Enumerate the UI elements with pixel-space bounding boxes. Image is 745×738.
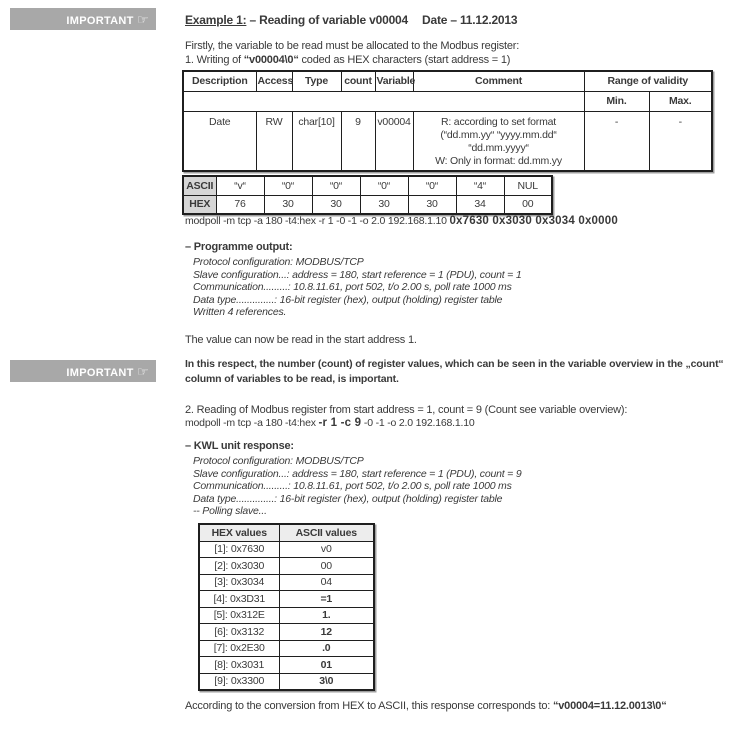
hex-values-header: HEX values — [199, 524, 279, 541]
variable-table-header-row — [183, 71, 712, 91]
col-comment: Comment — [413, 71, 584, 91]
step2-line: 2. Reading of Modbus register from start address = 1, count = 9 (Count see variable overview): — [185, 404, 628, 416]
important-label: IMPORTANT — [66, 367, 134, 379]
cell-max: - — [649, 111, 712, 171]
important-badge — [10, 8, 156, 30]
table-row: [3]: 0x3034 04 — [199, 574, 374, 591]
important-badge-2 — [10, 360, 156, 382]
cell-count: 9 — [341, 111, 375, 171]
programme-output-heading: – Programme output: — [185, 241, 293, 253]
ascii-values-header: ASCII values — [279, 524, 374, 541]
example-heading — [185, 13, 517, 27]
important-note-text: In this respect, the number (count) of register values, which can be seen in the variable overview in the „count“ column of variables to be read, is important. — [185, 358, 724, 385]
intro-line2: 1. Writing of “v00004\0“ coded as HEX characters (start address = 1) — [185, 54, 511, 66]
col-min: Min. — [584, 91, 649, 111]
table-row: [7]: 0x2E30 .0 — [199, 640, 374, 657]
cell-description: Date — [183, 111, 256, 171]
cell-comment: R: according to set format (“dd.mm.yy“ “yyyy.mm.dd“ “dd.mm.yyyy“ W: Only in format: dd.mm.yy — [413, 111, 584, 171]
table-row: [2]: 0x3030 00 — [199, 558, 374, 575]
kwl-response-heading: – KWL unit response: — [185, 440, 294, 452]
variable-table-subheader-row — [183, 91, 712, 111]
col-access: Access — [256, 71, 292, 91]
cell-variable: v00004 — [375, 111, 413, 171]
col-range-of-validity: Range of validity — [584, 71, 712, 91]
cell-min: - — [584, 111, 649, 171]
hex-label: HEX — [183, 195, 216, 214]
table-row: [5]: 0x312E 1. — [199, 607, 374, 624]
col-type: Type — [292, 71, 341, 91]
hex-ascii-header-row — [199, 524, 374, 541]
table-row: [6]: 0x3132 12 — [199, 624, 374, 641]
modpoll-command-1: modpoll -m tcp -a 180 -t4:hex -r 1 -0 -1 -o 2.0 192.168.1.10 0x7630 0x3030 0x3034 0x0000 — [185, 215, 618, 227]
cell-type: char[10] — [292, 111, 341, 171]
empty-subheader-cell — [183, 91, 584, 111]
intro-paragraph — [185, 39, 519, 67]
col-count: count — [341, 71, 375, 91]
table-row: [8]: 0x3031 01 — [199, 657, 374, 674]
heading-date: Date – 11.12.2013 — [422, 13, 518, 27]
table-row: [9]: 0x3300 3\0 — [199, 673, 374, 690]
variable-table-data-row — [183, 111, 712, 171]
col-variable: Variable — [375, 71, 413, 91]
ascii-hex-table — [182, 175, 553, 215]
important-label: IMPORTANT — [66, 15, 134, 27]
conclusion-line: According to the conversion from HEX to ASCII, this response corresponds to: “v00004=11.12.0013\0“ — [185, 700, 667, 712]
ascii-label: ASCII — [183, 176, 216, 195]
modpoll-command-2: modpoll -m tcp -a 180 -t4:hex -r 1 -c 9 -0 -1 -o 2.0 192.168.1.10 — [185, 417, 475, 429]
intro-line1: Firstly, the variable to be read must be allocated to the Modbus register: — [185, 40, 520, 52]
pointing-hand-icon: ☞ — [137, 12, 149, 27]
example-label: Example 1: — [185, 13, 247, 27]
kwl-response-lines: Protocol configuration: MODBUS/TCP Slave configuration...: address = 180, start reference = 1 (PDU), count = 9 Communication.........: 10.8.11.61, port 502, t/o 2.00 s, poll rate 1000 ms Data type..............: 16-bit register (hex), output (holding) register table -- Polling slave... — [193, 455, 522, 518]
variable-table — [182, 70, 713, 172]
programme-output-lines: Protocol configuration: MODBUS/TCP Slave configuration...: address = 180, start reference = 1 (PDU), count = 1 Communication.........: 10.8.11.61, port 502, t/o 2.00 s, poll rate 1000 ms Data type..............: 16-bit register (hex), output (holding) register table Written 4 references. — [193, 256, 522, 319]
table-row: [1]: 0x7630 v0 — [199, 541, 374, 558]
heading-title: – Reading of variable v00004 — [246, 13, 408, 27]
table-row: [4]: 0x3D31 =1 — [199, 591, 374, 608]
cell-access: RW — [256, 111, 292, 171]
col-max: Max. — [649, 91, 712, 111]
ascii-row: ASCII “v“ “0“ “0“ “0“ “0“ “4“ NUL — [183, 176, 552, 195]
hex-ascii-values-table — [198, 523, 375, 691]
pointing-hand-icon: ☞ — [137, 364, 149, 379]
note-after-output: The value can now be read in the start address 1. — [185, 334, 417, 346]
hex-row: HEX 76 30 30 30 30 34 00 — [183, 195, 552, 214]
col-description: Description — [183, 71, 256, 91]
